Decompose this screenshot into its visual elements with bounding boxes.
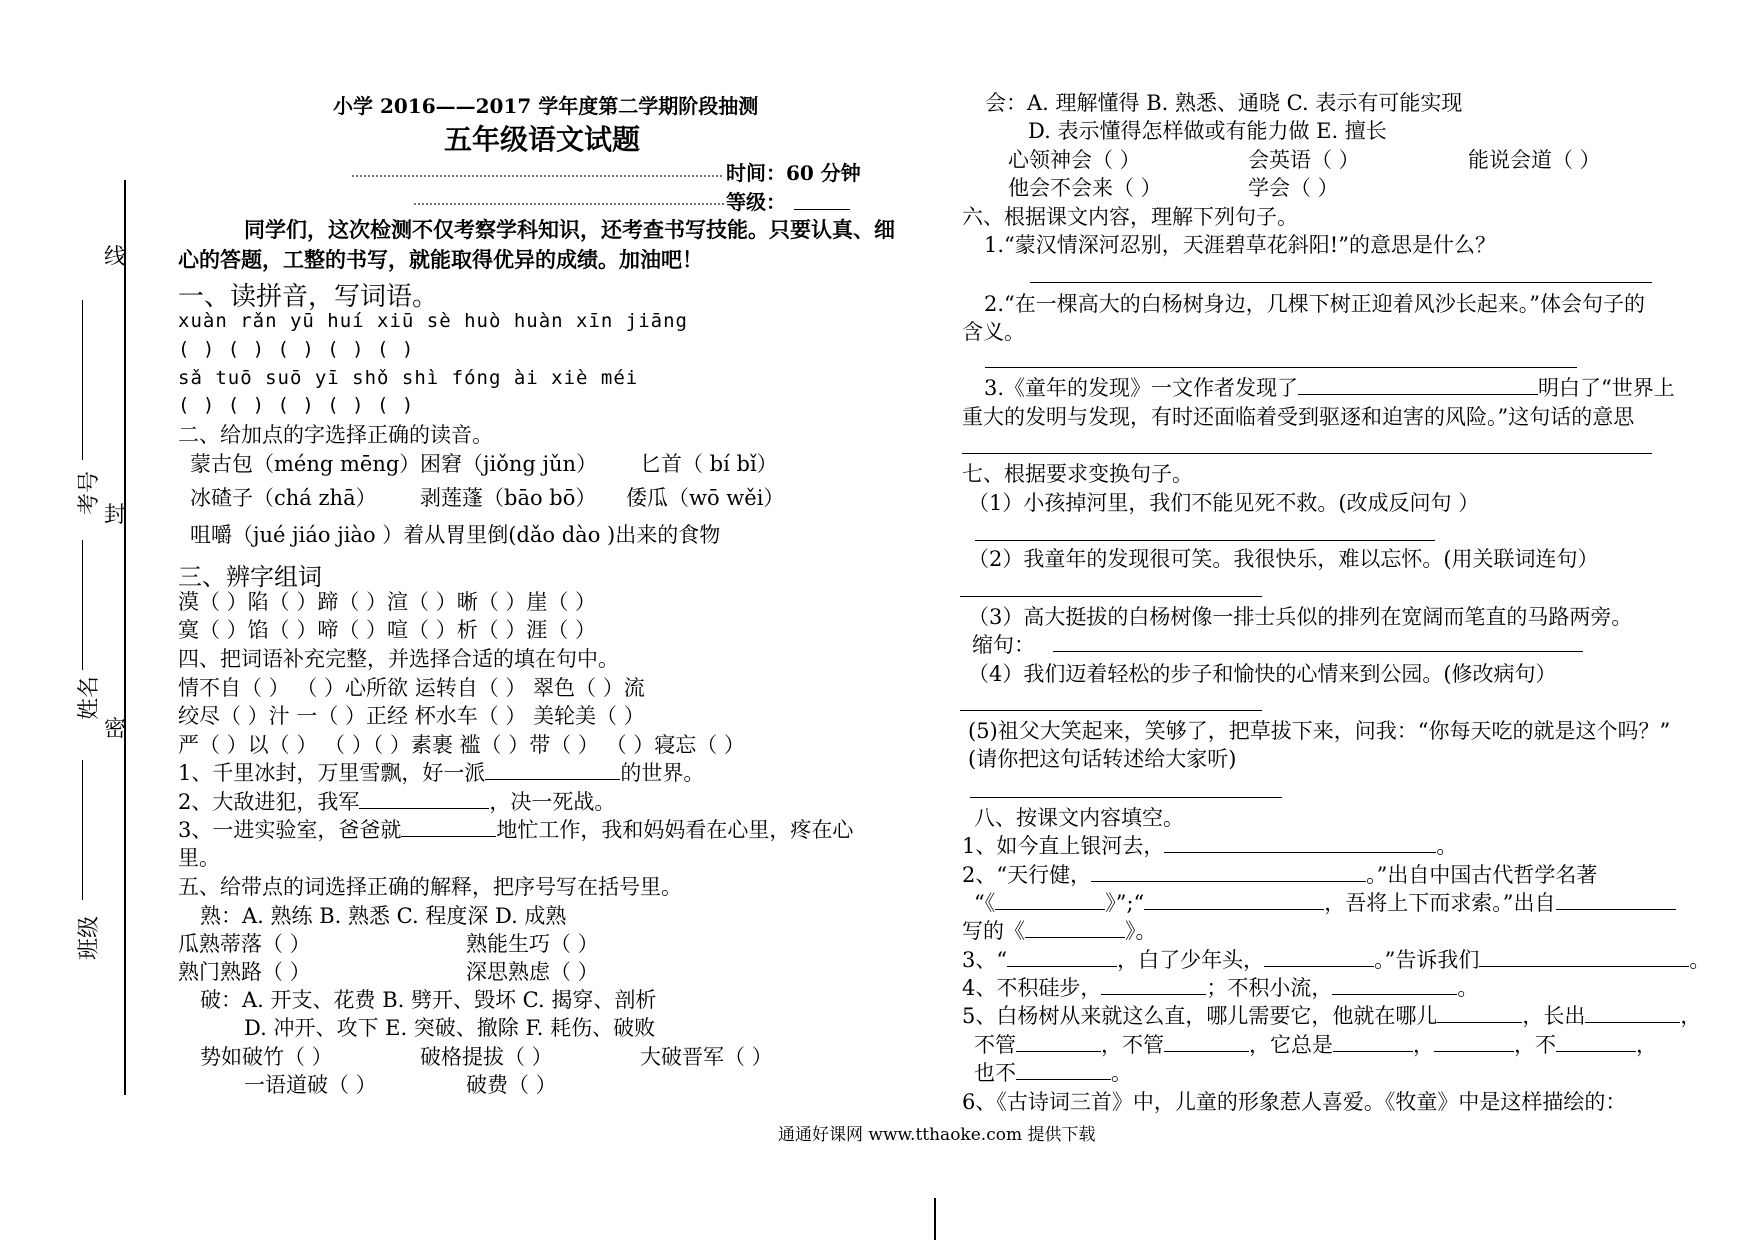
s7-q1-answer-line[interactable] (975, 540, 1435, 541)
s8-q5-text-b: ，长出 (1522, 1004, 1586, 1028)
s8-q2-blank2[interactable] (995, 889, 1105, 910)
s7-q3-blank[interactable] (1053, 631, 1583, 652)
s1-brackets-row1[interactable]: ( ) ( ) ( ) ( ) ( ) (178, 338, 415, 360)
s6-q3-text-b: 明白了“世界上 (1538, 376, 1675, 400)
s4-q3-cont: 里。 (178, 846, 220, 870)
s5-shu-q1[interactable]: 瓜熟蒂落（ ） (178, 932, 311, 956)
s5-shu-q2[interactable]: 熟能生巧（ ） (466, 932, 599, 956)
s6-q3 (984, 374, 1675, 402)
s8-q5-blank5[interactable] (1333, 1031, 1413, 1052)
s5-hui-q4[interactable]: 他会不会来（ ） (1008, 176, 1162, 200)
s5-title: 五、给带点的词选择正确的解释，把序号写在括号里。 (178, 875, 682, 899)
s3-row2[interactable]: 寞（ ）馅（ ）啼（ ）喧（ ）析（ ）涯（ ） (178, 618, 597, 642)
s5-po-q3[interactable]: 大破晋军（ ） (640, 1045, 773, 1069)
s8-q5-blank8[interactable] (1016, 1059, 1111, 1080)
s6-q1: 1.“蒙汉情深河忍别，天涯碧草花斜阳!”的意思是什么？ (984, 233, 1496, 257)
s8-q4-text-c: 。 (1457, 976, 1479, 1000)
s4-q1-blank[interactable] (485, 759, 620, 780)
binding-mi: 密 (104, 717, 127, 742)
s8-q5-text-f: ，它总是 (1249, 1033, 1333, 1057)
s8-q5-text-j: 也不 (974, 1061, 1016, 1085)
s5-po-q1[interactable]: 势如破竹（ ） (200, 1045, 333, 1069)
time-label: 时间：60 分钟 (726, 161, 861, 185)
s5-po-q4[interactable]: 一语道破（ ） (244, 1073, 377, 1097)
s6-q2-line2: 含义。 (962, 320, 1025, 344)
s6-q3-line2: 重大的发明与发现，有时还面临着受到驱逐和迫害的风险。”这句话的意思 (962, 405, 1635, 429)
s6-q3-blank[interactable] (1298, 374, 1538, 395)
s8-q5-text-k: 。 (1111, 1061, 1132, 1085)
s4-row1[interactable]: 情不自（ ） （ ）心所欲 运转自（ ） 翠色（ ）流 (178, 676, 645, 700)
grade-blank[interactable] (794, 209, 850, 210)
s7-q5-line2: (请你把这句话转述给大家听) (968, 747, 1237, 771)
s5-shu-q4[interactable]: 深思熟虑（ ） (466, 960, 599, 984)
s8-q5-line2 (974, 1031, 1657, 1059)
s8-q2-text-c: “《 (974, 891, 996, 915)
s8-q4-blank1[interactable] (1101, 974, 1206, 995)
s5-hui-q1[interactable]: 心领神会（ ） (1008, 148, 1141, 172)
s5-shu-q3[interactable]: 熟门熟路（ ） (178, 960, 311, 984)
s8-q1-blank[interactable] (1164, 832, 1436, 853)
s8-q2-blank3[interactable] (1144, 889, 1324, 910)
s8-q2-blank5[interactable] (1025, 917, 1125, 938)
exam-title-line2: 五年级语文试题 (444, 123, 641, 156)
s8-q2-text-f: 写的《 (962, 919, 1025, 943)
s5-shu-options: 熟：A. 熟练 B. 熟悉 C. 程度深 D. 成熟 (200, 904, 567, 928)
s7-q2: （2）我童年的发现很可笑。我很快乐，难以忘怀。(用关联词连句） (968, 547, 1599, 571)
s8-q4-text-a: 4、不积硅步， (962, 976, 1102, 1000)
s1-pinyin-row1: xuàn rǎn yū huí xiū sè huò huàn xīn jiāng (178, 310, 688, 332)
footer-source: 通通好课网 www.tthaoke.com 提供下载 (778, 1125, 1096, 1145)
s5-po-q5[interactable]: 破费（ ） (466, 1073, 557, 1097)
s8-q6: 6、《古诗词三首》中，儿童的形象惹人喜爱。《牧童》中是这样描绘的： (962, 1090, 1627, 1114)
s2-item-kunjiong: 困窘（jiǒng jǔn） (420, 452, 598, 476)
s8-q5-blank4[interactable] (1164, 1031, 1249, 1052)
s4-q2-text-a: 2、大敌进犯，我军 (178, 790, 360, 814)
s8-q5-text-d: 不管 (974, 1033, 1016, 1057)
s2-item-bingchazi: 冰碴子（chá zhā） (190, 486, 377, 510)
s5-hui-q3[interactable]: 能说会道（ ） (1468, 148, 1601, 172)
s5-hui-q2[interactable]: 会英语（ ） (1248, 148, 1360, 172)
s5-po-options2: D. 冲开、攻下 E. 突破、撤除 F. 耗伤、破败 (244, 1016, 656, 1040)
s1-pinyin-row2: sǎ tuō suō yī shǒ shì fóng ài xiè méi (178, 367, 639, 389)
s5-hui-q5[interactable]: 学会（ ） (1248, 176, 1339, 200)
s8-q5-text-g: ， (1413, 1033, 1434, 1057)
xingming-line (82, 540, 83, 670)
s8-q5-text-c: ， (1680, 1004, 1702, 1028)
s8-q3 (962, 946, 1710, 974)
s2-item-menggubao: 蒙古包（méng mēng） (190, 452, 421, 476)
s6-q3-text-a: 3.《童年的发现》一文作者发现了 (984, 376, 1299, 400)
s4-q2-text-b: ，决一死战。 (489, 790, 616, 814)
s1-brackets-row2[interactable]: ( ) ( ) ( ) ( ) ( ) (178, 394, 415, 416)
xingming-label: 姓名 (77, 675, 102, 720)
s8-q1 (962, 832, 1457, 860)
s8-q5-blank3[interactable] (1016, 1031, 1101, 1052)
s8-q1-text-a: 1、如今直上银河去， (962, 834, 1165, 858)
dotted-separator-1 (352, 175, 722, 177)
s8-q4-text-b: ；不积小流， (1206, 976, 1333, 1000)
s7-q3-suoju-label: 缩句： (972, 633, 1035, 657)
s1-title: 一、读拼音，写词语。 (178, 282, 439, 312)
kaohao-line (82, 300, 83, 460)
s4-q3 (178, 816, 853, 844)
s7-q3-suoju (972, 631, 1583, 659)
s4-q3-text-b: 地忙工作，我和妈妈看在心里，疼在心 (496, 818, 854, 842)
dotted-separator-2 (414, 203, 724, 205)
s7-q5-answer-line[interactable] (970, 797, 1282, 798)
s4-row3[interactable]: 严（ ）以（ ） （ ）（ ）素裹 褴（ ）带（ ） （ ）寝忘（ ） (178, 733, 745, 757)
s6-q2-answer-line[interactable] (985, 367, 1577, 368)
s2-item-jujue: 咀嚼（jué jiáo jiào ）着从胃里倒(dǎo dào )出来的食物 (190, 523, 721, 547)
s8-q5-line3 (974, 1059, 1132, 1087)
s4-q1-text-b: 的世界。 (620, 761, 705, 785)
s6-q2-line1: 2.“在一棵高大的白杨树身边，几棵下树正迎着风沙长起来。”体会句子的 (984, 292, 1646, 316)
s4-q1 (178, 759, 704, 787)
s8-q5-blank2[interactable] (1585, 1002, 1680, 1023)
s8-q5-text-a: 5、白杨树从来就这么直，哪儿需要它，他就在哪儿 (962, 1004, 1438, 1028)
page-fold-line (934, 1198, 936, 1240)
s5-po-options1: 破：A. 开支、花费 B. 劈开、毁坏 C. 揭穿、剖析 (200, 988, 657, 1012)
intro-line1: 同学们，这次检测不仅考察学科知识，还考查书写技能。只要认真、细 (244, 217, 895, 242)
s8-q2-text-a: 2、“天行健， (962, 863, 1092, 887)
s7-q3: （3）高大挺拔的白杨树像一排士兵似的排列在宽阔而笔直的马路两旁。 (968, 605, 1633, 629)
s7-q5-line1: (5)祖父大笑起来，笑够了，把草拔下来，问我：“你每天吃的就是这个吗？” (968, 719, 1671, 743)
s8-q1-text-b: 。 (1436, 834, 1458, 858)
s4-q2-blank[interactable] (359, 788, 489, 809)
s4-row2[interactable]: 绞尽（ ）汁 一（ ）正经 杯水车（ ） 美轮美（ ） (178, 704, 645, 728)
s8-q5-text-i: ， (1636, 1033, 1657, 1057)
s8-q2-blank1[interactable] (1091, 861, 1366, 882)
s8-q3-text-d: 。 (1689, 948, 1711, 972)
s5-hui-options2: D. 表示懂得怎样做或有能力做 E. 擅长 (1028, 119, 1387, 143)
s7-q4: （4）我们迈着轻松的步子和愉快的心情来到公园。(修改病句） (968, 662, 1557, 686)
s3-title: 三、辨字组词 (178, 563, 322, 591)
s7-q4-answer-line[interactable] (960, 710, 1262, 711)
s2-item-bishou: 匕首（ bí bǐ） (640, 452, 778, 476)
s2-title: 二、给加点的字选择正确的读音。 (178, 423, 493, 447)
s2-item-wogua: 倭瓜（wō wěi） (626, 486, 785, 510)
s4-title: 四、把词语补充完整，并选择合适的填在句中。 (178, 647, 619, 671)
s8-title: 八、按课文内容填空。 (974, 806, 1184, 830)
s8-q2-text-g: 》。 (1125, 919, 1157, 943)
s6-title: 六、根据课文内容，理解下列句子。 (962, 205, 1298, 229)
s8-q2-blank4[interactable] (1556, 889, 1676, 910)
banji-line (82, 760, 83, 900)
s8-q2-text-b: 。”出自中国古代哲学名著 (1366, 863, 1598, 887)
s8-q5-blank6[interactable] (1434, 1031, 1514, 1052)
s8-q5-text-h: ，不 (1514, 1033, 1556, 1057)
s8-q3-blank3[interactable] (1479, 946, 1689, 967)
s8-q2-text-e: ，吾将上下而求索。”出自 (1324, 891, 1556, 915)
exam-title-line1: 小学 2016——2017 学年度第二学期阶段抽测 (333, 94, 759, 118)
s2-item-boliampeng: 剥莲蓬（bāo bō） (420, 486, 597, 510)
s8-q3-text-c: 。”告诉我们 (1374, 948, 1480, 972)
s8-q5 (962, 1002, 1701, 1030)
banji-label: 班级 (77, 915, 102, 960)
s5-po-q2[interactable]: 破格提拔（ ） (420, 1045, 553, 1069)
s6-q1-answer-line[interactable] (1030, 282, 1652, 283)
s6-q3-answer-line[interactable] (962, 453, 1652, 454)
s8-q5-blank1[interactable] (1437, 1002, 1522, 1023)
s7-q1: （1）小孩掉河里，我们不能见死不救。(改成反问句 ） (968, 491, 1480, 515)
s8-q3-blank1[interactable] (1007, 946, 1117, 967)
s3-row1[interactable]: 漠（ ）陷（ ）蹄（ ）渲（ ）晰（ ）崖（ ） (178, 590, 597, 614)
binding-xian: 线 (104, 245, 127, 270)
s8-q2-text-d: 》”;“ (1105, 891, 1145, 915)
s4-q3-text-a: 3、一进实验室，爸爸就 (178, 818, 402, 842)
s5-hui-options1: 会：A. 理解懂得 B. 熟悉、通晓 C. 表示有可能实现 (985, 91, 1463, 115)
binding-feng: 封 (104, 503, 127, 528)
s8-q2-line2 (974, 889, 1676, 917)
s7-q2-answer-line[interactable] (960, 596, 1262, 597)
intro-line2: 心的答题，工整的书写，就能取得优异的成绩。加油吧！ (178, 247, 703, 272)
s4-q1-text-a: 1、千里冰封，万里雪飘，好一派 (178, 761, 486, 785)
s8-q5-blank7[interactable] (1556, 1031, 1636, 1052)
s8-q4-blank2[interactable] (1332, 974, 1457, 995)
s8-q3-blank2[interactable] (1264, 946, 1374, 967)
s7-title: 七、根据要求变换句子。 (962, 462, 1193, 486)
s8-q2 (962, 861, 1597, 889)
kaohao-label: 考号 (77, 470, 102, 515)
s8-q5-text-e: ，不管 (1101, 1033, 1164, 1057)
s8-q2-line3 (962, 917, 1157, 945)
binding-line (124, 180, 126, 1095)
s8-q3-text-a: 3、“ (962, 948, 1008, 972)
s8-q4 (962, 974, 1478, 1002)
grade-label: 等级： (726, 190, 786, 214)
s4-q3-blank[interactable] (401, 816, 496, 837)
s8-q3-text-b: ，白了少年头， (1117, 948, 1265, 972)
s4-q2 (178, 788, 615, 816)
